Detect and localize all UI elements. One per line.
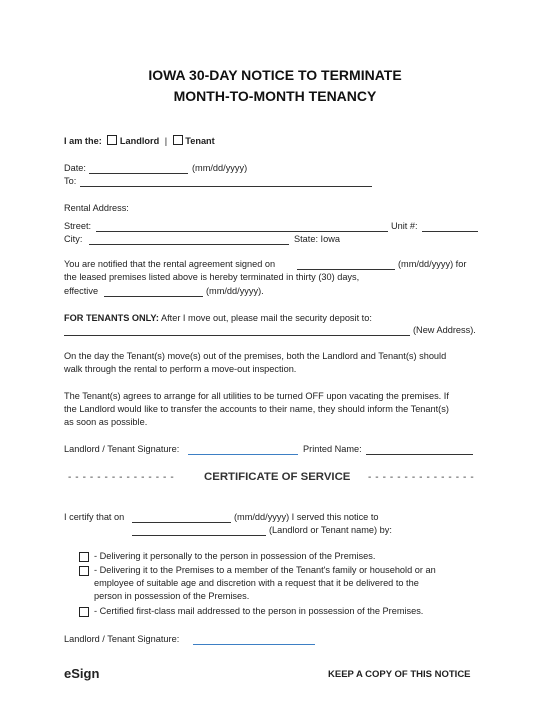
page-title: IOWA 30-DAY NOTICE TO TERMINATE — [148, 67, 402, 83]
tenants-only-text — [64, 313, 372, 323]
page-subtitle: MONTH-TO-MONTH TENANCY — [173, 88, 377, 104]
certify-text-c: (Landlord or Tenant name) by: — [269, 525, 392, 535]
tenants-only-body: After I move out, please mail the security deposit to: — [158, 313, 372, 323]
divider-left: - - - - - - - - - - - - - - - — [68, 472, 175, 483]
effective-date-field[interactable] — [104, 296, 203, 297]
option-premises-line-2: employee of suitable age and discretion with a request that it be delivered to the — [94, 578, 419, 588]
option-personal-checkbox[interactable] — [79, 552, 89, 562]
signature-label: Landlord / Tenant Signature: — [64, 444, 180, 454]
notice-line-3b: (mm/dd/yyyy). — [206, 286, 264, 296]
date-format: (mm/dd/yyyy) — [192, 163, 248, 173]
agreement-date-field[interactable] — [297, 269, 395, 270]
date-label: Date: — [64, 163, 86, 173]
tenants-only-bold: FOR TENANTS ONLY: — [64, 313, 159, 323]
state-label: State: Iowa — [294, 234, 340, 244]
served-name-field[interactable] — [132, 535, 266, 536]
walkthrough-line-2: walk through the rental to perform a move-out inspection. — [64, 364, 297, 374]
landlord-checkbox[interactable] — [107, 135, 117, 145]
walkthrough-line-1: On the day the Tenant(s) move(s) out of the premises, both the Landlord and Tenant(s) should — [64, 351, 447, 361]
tenant-label: Tenant — [185, 136, 215, 146]
utilities-line-1: The Tenant(s) agrees to arrange for all utilities to be turned OFF upon vacating the premises. If — [64, 391, 449, 401]
notice-line-3a: effective — [64, 286, 99, 296]
unit-field[interactable] — [422, 231, 478, 232]
landlord-label: Landlord — [119, 136, 160, 146]
option-personal-text: - Delivering it personally to the person in possession of the Premises. — [94, 551, 376, 561]
new-address-field[interactable] — [64, 335, 410, 336]
service-date-field[interactable] — [132, 522, 231, 523]
city-field[interactable] — [89, 244, 289, 245]
certificate-heading: CERTIFICATE OF SERVICE — [204, 471, 351, 483]
option-premises-checkbox[interactable] — [79, 566, 89, 576]
notice-line-2: the leased premises listed above is hereby terminated in thirty (30) days, — [64, 272, 360, 282]
tenant-checkbox[interactable] — [173, 135, 183, 145]
to-label: To: — [64, 176, 77, 186]
street-field[interactable] — [96, 231, 388, 232]
service-signature-label: Landlord / Tenant Signature: — [64, 634, 180, 644]
utilities-line-2: the Landlord would like to transfer the accounts to their name, they should inform the Tenant(s) — [64, 404, 449, 414]
role-selector — [64, 135, 215, 146]
esign-logo: eSign — [64, 666, 100, 681]
rental-address-label: Rental Address: — [64, 203, 129, 213]
utilities-line-3: as soon as possible. — [64, 417, 148, 427]
certify-text-a: I certify that on — [64, 512, 125, 522]
notice-line-1b: (mm/dd/yyyy) for — [398, 259, 467, 269]
signature-field[interactable] — [188, 454, 298, 455]
divider-right: - - - - - - - - - - - - - - - — [368, 472, 475, 483]
option-mail-text: - Certified first-class mail addressed to the person in possession of the Premises. — [94, 606, 424, 616]
street-label: Street: — [64, 221, 92, 231]
option-mail-checkbox[interactable] — [79, 607, 89, 617]
certify-text-b: (mm/dd/yyyy) I served this notice to — [234, 512, 379, 522]
service-signature-field[interactable] — [193, 644, 315, 645]
notice-line-1a: You are notified that the rental agreement signed on — [64, 259, 276, 269]
city-label: City: — [64, 234, 83, 244]
option-premises-line-1: - Delivering it to the Premises to a member of the Tenant's family or household or an — [94, 565, 436, 575]
option-premises-line-3: person in possession of the Premises. — [94, 591, 250, 601]
to-field[interactable] — [80, 186, 372, 187]
date-field[interactable] — [89, 173, 188, 174]
role-label: I am the: — [64, 136, 102, 146]
unit-label: Unit #: — [391, 221, 418, 231]
new-address-label: (New Address). — [413, 325, 476, 335]
role-separator: | — [164, 136, 168, 146]
printed-name-label: Printed Name: — [303, 444, 362, 454]
keep-copy-notice: KEEP A COPY OF THIS NOTICE — [328, 669, 471, 680]
printed-name-field[interactable] — [366, 454, 473, 455]
